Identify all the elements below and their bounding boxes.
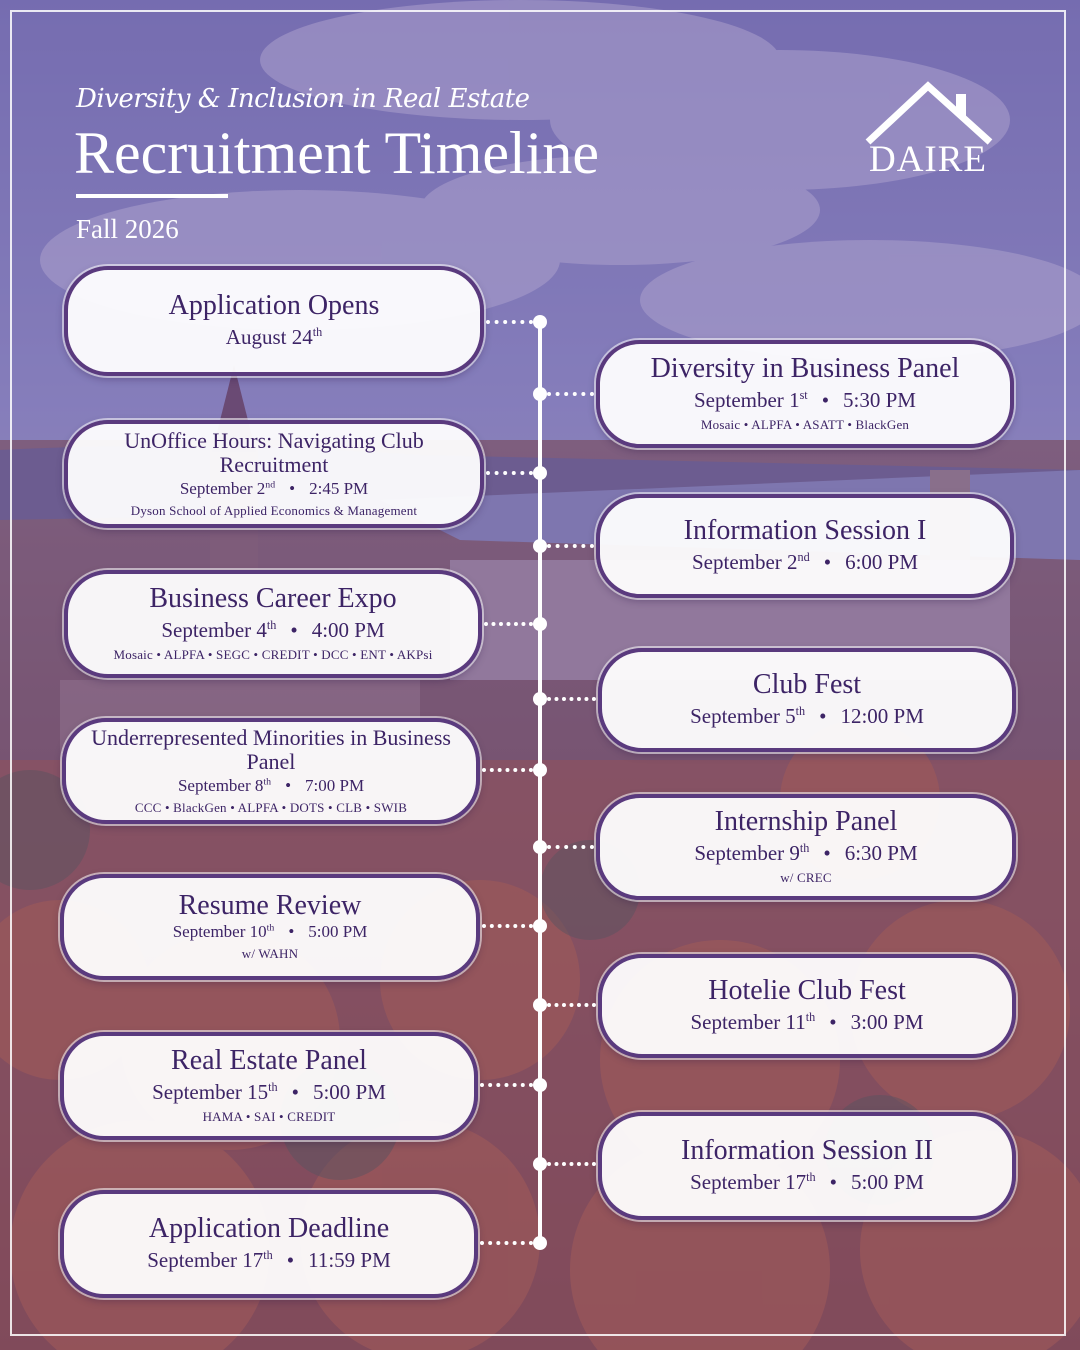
event-month: September xyxy=(694,841,785,865)
header-subtitle: Diversity & Inclusion in Real Estate xyxy=(76,84,530,114)
event-note: Mosaic • ALPFA • SEGC • CREDIT • DCC • ENT • AKPsi xyxy=(113,647,433,662)
event-card xyxy=(64,420,484,528)
timeline-node xyxy=(533,387,547,401)
event-note: HAMA • SAI • CREDIT xyxy=(202,1109,336,1124)
timeline-connector xyxy=(480,1241,533,1245)
event-title: Diversity in Business Panel xyxy=(650,353,960,384)
event-note: Mosaic • ALPFA • ASATT • BlackGen xyxy=(700,417,910,432)
timeline-connector xyxy=(547,697,596,701)
event-card xyxy=(60,1190,478,1298)
event-day: 8 xyxy=(254,776,264,795)
event-time: 5:00 PM xyxy=(850,1170,924,1194)
event-time: 7:00 PM xyxy=(305,776,365,795)
event-card xyxy=(60,874,480,980)
timeline-connector xyxy=(482,924,533,928)
event-title: Club Fest xyxy=(752,669,862,700)
event-datetime xyxy=(694,840,917,866)
title-underline xyxy=(76,194,228,198)
event-datetime xyxy=(690,703,924,729)
event-datetime xyxy=(147,1247,391,1273)
timeline-node xyxy=(533,1236,547,1250)
event-day: 24 xyxy=(291,325,313,349)
event-datetime xyxy=(173,922,368,942)
event-card xyxy=(598,648,1016,752)
event-time: 2:45 PM xyxy=(309,479,369,498)
timeline-node xyxy=(533,315,547,329)
event-day-suffix: th xyxy=(268,1080,278,1094)
event-day-suffix: nd xyxy=(797,550,810,564)
event-title: UnOffice Hours: Navigating Club Recruitment xyxy=(124,428,424,477)
event-title: Hotelie Club Fest xyxy=(708,975,906,1006)
event-datetime xyxy=(180,479,368,499)
separator-dot: • xyxy=(289,479,296,498)
separator-dot: • xyxy=(821,388,830,412)
event-card xyxy=(596,794,1016,900)
separator-dot: • xyxy=(829,1010,837,1034)
event-day: 11 xyxy=(785,1010,806,1034)
event-datetime xyxy=(690,1169,924,1195)
event-time: 5:00 PM xyxy=(308,922,368,941)
separator-dot: • xyxy=(823,550,832,574)
event-month: September xyxy=(694,388,784,412)
event-time: 11:59 PM xyxy=(308,1248,391,1272)
event-day: 10 xyxy=(249,922,267,941)
event-day: 17 xyxy=(785,1170,807,1194)
event-month: September xyxy=(161,618,252,642)
page-title: Recruitment Timeline xyxy=(74,120,599,186)
event-datetime xyxy=(161,617,384,643)
timeline-node xyxy=(533,466,547,480)
event-datetime xyxy=(694,387,916,413)
separator-dot: • xyxy=(819,704,827,728)
event-time: 5:30 PM xyxy=(843,388,916,412)
event-note: w/ CREC xyxy=(780,870,832,885)
timeline-node xyxy=(533,539,547,553)
event-title: Resume Review xyxy=(178,890,362,921)
separator-dot: • xyxy=(291,1080,299,1104)
event-day-suffix: th xyxy=(266,922,275,934)
event-day: 9 xyxy=(789,841,800,865)
event-time: 3:00 PM xyxy=(850,1010,924,1034)
event-datetime xyxy=(152,1079,386,1105)
event-card xyxy=(64,266,484,376)
separator-dot: • xyxy=(286,1248,295,1272)
event-time: 5:00 PM xyxy=(312,1080,386,1104)
event-card xyxy=(598,1112,1016,1220)
event-month: August xyxy=(225,325,287,349)
event-title: Information Session I xyxy=(683,515,927,546)
separator-dot: • xyxy=(285,776,292,795)
event-note: CCC • BlackGen • ALPFA • DOTS • CLB • SWIB xyxy=(134,800,408,815)
separator-dot: • xyxy=(823,841,831,865)
timeline-spine xyxy=(538,320,542,1245)
timeline-node xyxy=(533,919,547,933)
event-title: Application Opens xyxy=(168,290,380,321)
event-day-suffix: th xyxy=(806,1170,816,1184)
event-title: Underrepresented Minorities in Business Panel xyxy=(91,725,451,774)
event-day: 4 xyxy=(256,618,267,642)
event-title: Internship Panel xyxy=(714,806,898,837)
event-day-suffix: th xyxy=(805,1010,816,1024)
timeline-connector xyxy=(486,320,533,324)
timeline-connector xyxy=(547,392,594,396)
event-time: 6:00 PM xyxy=(845,550,919,574)
timeline-connector xyxy=(482,768,533,772)
event-title: Real Estate Panel xyxy=(171,1045,367,1076)
timeline-node xyxy=(533,840,547,854)
event-month: September xyxy=(690,1010,781,1034)
timeline-node xyxy=(533,998,547,1012)
event-day-suffix: th xyxy=(799,841,810,855)
header xyxy=(76,84,599,245)
event-note: w/ WAHN xyxy=(241,946,299,961)
separator-dot: • xyxy=(290,618,298,642)
event-day-suffix: th xyxy=(795,704,806,718)
event-day-suffix: th xyxy=(263,776,272,788)
event-month: September xyxy=(147,1248,238,1272)
event-day-suffix: th xyxy=(263,1248,273,1262)
event-time: 12:00 PM xyxy=(840,704,924,728)
timeline-node xyxy=(533,1078,547,1092)
event-time: 4:00 PM xyxy=(311,618,385,642)
event-title: Application Deadline xyxy=(148,1213,390,1244)
event-title: Information Session II xyxy=(681,1135,933,1166)
timeline-node xyxy=(533,692,547,706)
event-month: September xyxy=(690,704,780,728)
event-day: 2 xyxy=(787,550,798,574)
timeline-node xyxy=(533,763,547,777)
event-datetime xyxy=(226,324,322,350)
event-month: September xyxy=(172,922,246,941)
separator-dot: • xyxy=(288,922,295,941)
timeline-connector xyxy=(484,622,533,626)
event-card xyxy=(60,1032,478,1140)
timeline-connector xyxy=(547,544,594,548)
event-note: Dyson School of Applied Economics & Management xyxy=(130,503,418,518)
timeline-node xyxy=(533,617,547,631)
event-day-suffix: st xyxy=(799,388,808,402)
event-day: 15 xyxy=(247,1080,269,1104)
timeline-connector xyxy=(480,1083,533,1087)
event-time: 6:30 PM xyxy=(844,841,918,865)
event-datetime xyxy=(178,776,364,796)
event-card xyxy=(598,954,1016,1058)
event-card xyxy=(596,340,1014,448)
event-datetime xyxy=(692,549,918,575)
event-card xyxy=(596,494,1014,598)
event-day: 17 xyxy=(242,1248,264,1272)
event-day: 1 xyxy=(789,388,800,412)
event-datetime xyxy=(690,1009,923,1035)
event-day-suffix: th xyxy=(266,618,277,632)
event-card xyxy=(62,718,480,824)
separator-dot: • xyxy=(829,1170,837,1194)
semester-label: Fall 2026 xyxy=(76,214,179,244)
timeline-connector xyxy=(486,471,533,475)
event-card xyxy=(64,570,482,678)
timeline-connector xyxy=(547,1162,596,1166)
event-title: Business Career Expo xyxy=(149,583,397,614)
timeline-connector xyxy=(547,1003,596,1007)
event-day: 2 xyxy=(256,479,266,498)
event-day-suffix: th xyxy=(312,325,323,339)
logo-text: DAIRE xyxy=(868,139,988,180)
timeline-node xyxy=(533,1157,547,1171)
event-month: September xyxy=(152,1080,242,1104)
timeline-connector xyxy=(547,845,594,849)
event-day: 5 xyxy=(785,704,796,728)
daire-logo xyxy=(862,80,994,180)
event-day-suffix: nd xyxy=(265,479,276,491)
event-month: September xyxy=(691,550,782,574)
event-month: September xyxy=(690,1170,780,1194)
event-month: September xyxy=(177,776,251,795)
event-month: September xyxy=(179,479,253,498)
